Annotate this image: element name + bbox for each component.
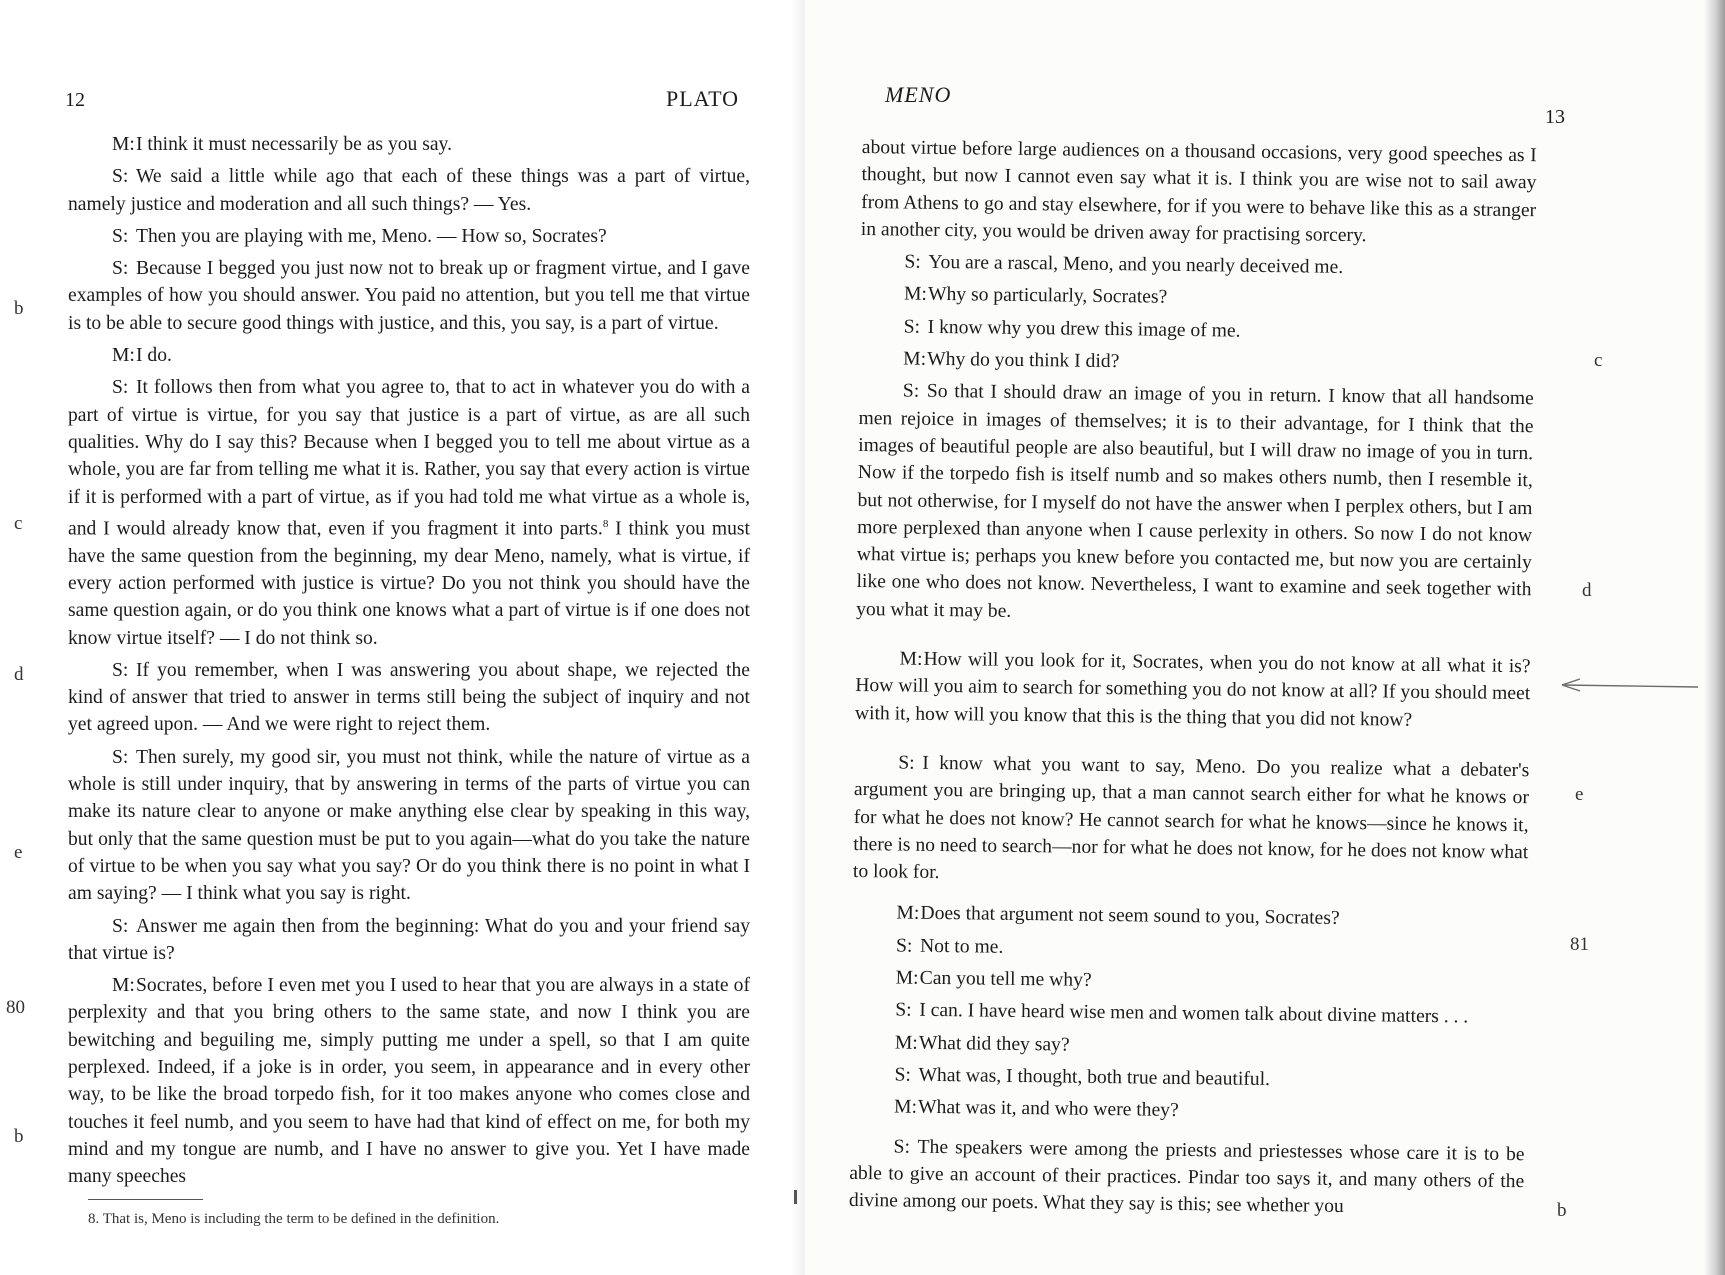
speaker-label: M: [112,134,135,155]
paragraph-text: Why so particularly, Socrates? [927,284,1168,309]
speaker-label: S: [112,659,129,681]
speaker-label: S: [898,752,915,774]
paragraph-text: Socrates, before I even met you I used to hear that you are always in a state of perplexity and that you bring others to the same state, and now I think you are bewitching and beguiling me, simply putting me under a spell, so that I am quite perplexed. Indeed, if a joke is in order, you seem, in appearance and in every other way, to be like the broad torpedo fish, for it too makes anyone who comes close and touches it feel numb, and you seem to have had that kind of effect on me, for both my mind and my tongue are numb, and I have no answer to give you. Yet I have made many speeches [68,975,750,1188]
paragraph [68,131,750,158]
speaker-label: S: [904,251,921,273]
paragraph-text: I think you must have the same question from the beginning, my dear Meno, namely, what is virtue, if every action performed with justice is virtue? Do you not think you should have the same question again, or do you think one knows what a part of virtue is if one does not know virtue itself? — I do not think so. [68,518,750,649]
paragraph [68,744,750,908]
paragraph [852,964,1527,1000]
paragraph [68,374,750,652]
speaker-label: M: [894,1032,918,1054]
paragraph-text: I can. I have heard wise men and women talk about divine matters . . . [919,1000,1469,1028]
paragraph-text: about virtue before large audiences on a thousand occasions, very good speeches as I thought, but now I cannot even say what it is. I think you are wise not to sail away from Athens to go and stay elsewhere, for if you were to behave like this as a stranger in another city, you would be driven away for practising sorcery. [860,136,1537,247]
paragraph [849,1132,1525,1222]
margin-marker: e [1575,784,1584,805]
left-page [0,0,805,1275]
paragraph [850,1093,1525,1129]
page-number-left: 12 [65,89,85,111]
paragraph [860,248,1535,284]
paragraph [856,377,1534,631]
paragraph-text: You are a rascal, Meno, and you nearly deceived me. [928,252,1344,279]
margin-marker: 81 [1570,934,1589,955]
paragraph [852,899,1527,935]
paragraph [68,255,750,337]
speaker-label: M: [903,284,928,306]
paragraph [852,932,1527,968]
paragraph-text: I know why you drew this image of me. [927,316,1241,342]
paragraph [68,223,750,250]
speaker-label: M: [112,975,135,997]
paragraph-text: I know what you want to say, Meno. Do you realize what a debater's argument you are bringing up, that a man cannot search either for what he knows or for what he does not know? He cannot search for what he knows—since he knows it, there is no need to search—nor for what he does not know, for he does not know what to look for. [852,752,1530,884]
footnote: 8. That is, Meno is including the term to be defined in the definition. [88,1211,500,1227]
paragraph-text: Can you tell me why? [919,967,1092,991]
paragraph-text: What did they say? [918,1032,1070,1056]
paragraph-text: Answer me again then from the beginning: What do you and your friend say that virtue is? [68,915,750,964]
speaker-label: S: [893,1135,911,1158]
speaker-label: S: [895,935,913,957]
margin-marker: b [14,1126,24,1147]
margin-marker: 80 [6,997,25,1018]
paragraph-text: It follows then from what you agree to, that to act in whatever you do with a part of virtue is virtue, for you say that justice is a part of virtue, as are all such qualities. Why do I say this? Because when I begged you to tell me about virtue as a whole, you are far from telling me what it is. Rather, you say that every action is virtue if it is performed with a part of virtue, as if you had told me what virtue as a whole is, and I would already know that, even if you fragment it into parts. [68,377,750,540]
paragraph [860,280,1535,316]
speaker-label: S: [895,999,912,1021]
margin-marker: d [1582,580,1592,601]
handwritten-arrow-icon [1560,676,1700,696]
paragraph [855,645,1531,735]
paragraph [68,657,750,739]
speaker-label: M: [895,967,919,989]
paragraph [850,1061,1525,1097]
speaker-label: S: [902,380,920,403]
paragraph [853,749,1530,894]
paragraph [68,342,750,369]
speaker-label: M: [112,345,135,367]
speaker-label: S: [903,316,921,338]
margin-marker: d [14,664,24,685]
paragraph-text: Because I begged you just now not to break up or fragment virtue, and I gave examples of how you should answer. You paid no attention, but you tell me that virtue is to be able to secure good things with justice, and this, you say, is a part of virtue. [68,258,750,334]
page-number-right: 13 [1545,106,1565,128]
paragraph-text: Then surely, my good sir, you must not think, while the nature of virtue as a whole is still under inquiry, that by answering in terms of the parts of virtue you can make its nature clear to anyone or make anything else clear by speaking in this way, but only that the same question must be put to you again—what do you take the nature of virtue to be when you say what you say? Or do you think there is no point in what I am saying? — I think what you say is right. [68,746,750,905]
paragraph-text: The speakers were among the priests and priestesses whose care it is to be able to give an account of their practices. Pindar too says it, and many others of the divine among our poets. What they say is this; see whether you [848,1136,1525,1218]
speaker-label: M: [896,902,920,925]
margin-marker: b [14,298,24,319]
footnote-rule [88,1199,203,1200]
speaker-label: S: [112,746,129,768]
margin-marker: b [1557,1200,1567,1221]
left-text-block [68,131,750,1196]
margin-marker: e [14,842,23,863]
paragraph-text: So that I should draw an image of you in return. I know that all handsome men rejoice in images of themselves; it is to their advantage, for I think that the images of beautiful people are also beautiful, but I will draw no image of you in turn. Now if the torpedo fish is itself numb and so makes others numb, then I resemble it, but not otherwise, for I myself do not have the answer when I perplex others, but I am more perplexed than anyone when I cause perlexity in others. So now I do not know what virtue is; perhaps you knew before you contacted me, but now you are certainly like one who does not know. Nevertheless, I want to examine and seek together with you what it may be. [856,381,1534,622]
right-page [805,0,1725,1275]
speaker-label: S: [112,225,129,247]
running-head-right: MENO [885,82,952,107]
paragraph-text: I do. [136,345,172,367]
paragraph-text: How will you look for it, Socrates, when you do not know at all what it is? How will you aim to search for something you do not know at all? If you should meet with it, how will you know that this is the thing that you did not know? [854,648,1531,731]
speaker-label: M: [903,348,927,370]
paragraph-text: Why do you think I did? [927,348,1120,373]
paragraph [861,134,1537,251]
paragraph [859,313,1534,349]
running-head-left: PLATO [666,86,740,111]
binding-mark [794,1190,797,1204]
paragraph-text: What was, I thought, both true and beautiful. [918,1064,1271,1090]
paragraph-text: What was it, and who were they? [917,1096,1179,1122]
paragraph-text: I think it must necessarily be as you say. [136,134,452,155]
speaker-label: S: [112,915,129,937]
paragraph [851,1029,1526,1065]
paragraph [68,913,750,968]
page-edge-shadow [1703,0,1725,1275]
speaker-label: S: [112,166,129,188]
paragraph [851,996,1526,1032]
right-text-block [849,134,1537,1228]
paragraph-text: Then you are playing with me, Meno. — How so, Socrates? [136,225,607,247]
speaker-label: S: [112,258,129,280]
paragraph-text: We said a little while ago that each of these things was a part of virtue, namely justice and moderation and all such things? — Yes. [68,166,750,215]
paragraph [859,345,1534,381]
paragraph-text: Does that argument not seem sound to you, Socrates? [920,903,1340,930]
margin-marker: c [1594,350,1603,371]
paragraph-text: If you remember, when I was answering you about shape, we rejected the kind of answer that tried to answer in terms still being the subject of inquiry and not yet agreed upon. — And we were right to reject them. [68,659,750,736]
paragraph-text: Not to me. [919,935,1004,958]
speaker-label: M: [893,1096,918,1118]
speaker-label: S: [894,1064,911,1086]
speaker-label: M: [899,648,923,670]
paragraph [68,972,750,1190]
margin-marker: c [14,513,23,534]
paragraph [68,163,750,218]
speaker-label: S: [112,377,129,399]
footnote-ref: 8 [602,517,609,530]
